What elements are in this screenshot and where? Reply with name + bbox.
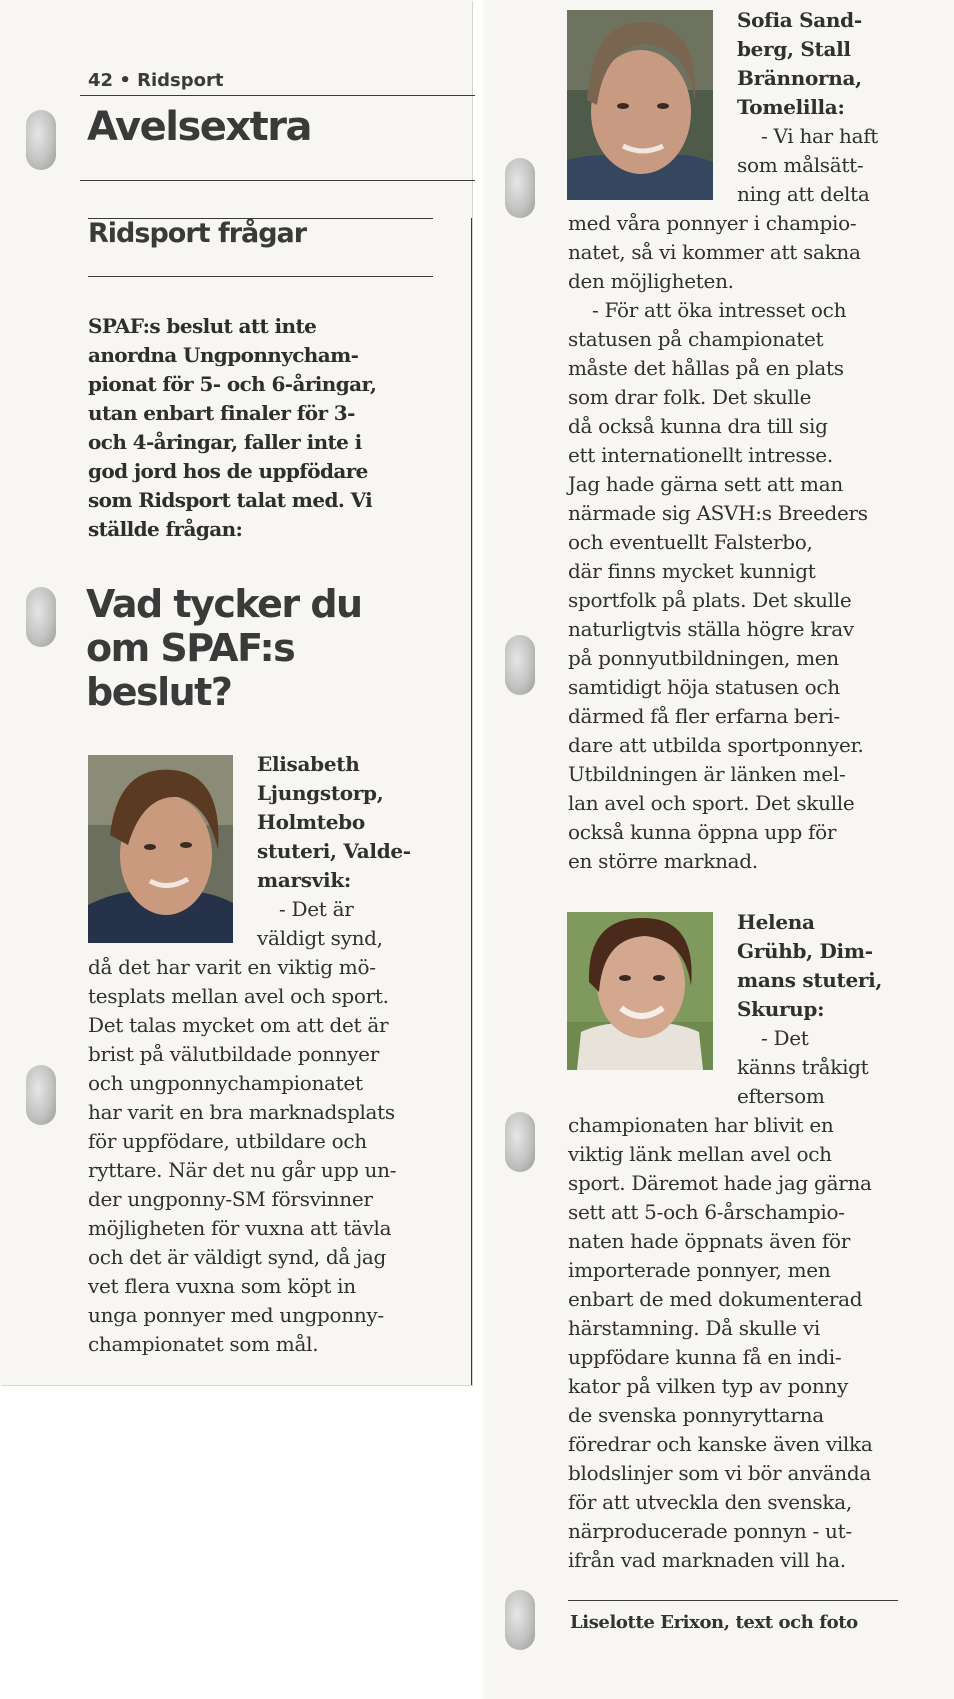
intro-line: ställde frågan: (88, 517, 243, 541)
body-line: Jag hade gärna sett att man (568, 472, 843, 496)
answer-body-sofia (568, 209, 868, 876)
section-rule (80, 180, 475, 181)
body-line: lan avel och sport. Det skulle (568, 791, 855, 815)
name-line: Elisabeth (257, 752, 360, 776)
intro-line: som Ridsport talat med. Vi (88, 488, 373, 512)
body-line: viktig länk mellan avel och (568, 1142, 832, 1166)
body-line: därmed få fler erfarna beri- (568, 704, 840, 728)
name-line: marsvik: (257, 868, 351, 892)
name-line: Ljungstorp, (257, 781, 384, 805)
answer-side-line: känns tråkigt (737, 1055, 869, 1079)
binder-hole-icon (26, 587, 56, 647)
body-line: Det talas mycket om att det är (88, 1013, 389, 1037)
answer-side-line: eftersom (737, 1084, 825, 1108)
body-line: Utbildningen är länken mel- (568, 762, 846, 786)
body-line: dare att utbilda sportponnyer. (568, 733, 864, 757)
byline: Liselotte Erixon, text och foto (570, 1612, 858, 1633)
body-line: har varit en bra marknadsplats (88, 1100, 395, 1124)
question-heading (86, 582, 426, 714)
body-line: tesplats mellan avel och sport. (88, 984, 389, 1008)
binder-hole-icon (505, 158, 535, 218)
body-line: möjligheten för vuxna att tävla (88, 1216, 392, 1240)
answer-body-helena (568, 1111, 872, 1575)
intro-line: och 4-åringar, faller inte i (88, 430, 362, 454)
portrait-photo-icon (88, 755, 233, 943)
body-line: natet, så vi kommer att sakna (568, 240, 861, 264)
body-line: och ungponnychampionatet (88, 1071, 363, 1095)
body-line: med våra ponnyer i champio- (568, 211, 857, 235)
name-line: Tomelilla: (737, 95, 845, 119)
body-line: en större marknad. (568, 849, 758, 873)
body-line: ett internationellt intresse. (568, 443, 833, 467)
portrait-photo-icon (567, 10, 713, 200)
body-line: ryttare. När det nu går upp un- (88, 1158, 397, 1182)
body-line: - För att öka intresset och (592, 298, 847, 322)
body-line: närmade sig ASVH:s Breeders (568, 501, 868, 525)
answer-body-elisabeth (88, 953, 396, 1359)
name-line: berg, Stall (737, 37, 851, 61)
body-line: samtidigt höja statusen och (568, 675, 840, 699)
answer-side-line: - Vi har haft (761, 124, 879, 148)
body-line: också kunna öppna upp för (568, 820, 837, 844)
answer-name-helena (737, 908, 882, 1111)
body-line: och eventuellt Falsterbo, (568, 530, 813, 554)
body-line: sport. Däremot hade jag gärna (568, 1171, 872, 1195)
name-line: Brännorna, (737, 66, 862, 90)
intro-line: god jord hos de uppfödare (88, 459, 368, 483)
answer-side-line: - Det (761, 1026, 809, 1050)
binder-hole-icon (26, 1065, 56, 1125)
answer-side-line: ning att delta (737, 182, 870, 206)
body-line: måste det hållas på en plats (568, 356, 844, 380)
question-line: beslut? (86, 670, 232, 714)
intro-paragraph (88, 312, 428, 544)
body-line: närproducerade ponnyn - ut- (568, 1519, 852, 1543)
body-line: då det har varit en viktig mö- (88, 955, 376, 979)
body-line: vet flera vuxna som köpt in (88, 1274, 356, 1298)
body-line: där finns mycket kunnigt (568, 559, 816, 583)
box-heading: Ridsport frågar (88, 218, 307, 249)
portrait-photo-elisabeth (88, 755, 233, 943)
name-line: Skurup: (737, 997, 825, 1021)
header-rule (80, 95, 475, 96)
binder-hole-icon (505, 1112, 535, 1172)
body-line: championaten har blivit en (568, 1113, 834, 1137)
name-line: Grühb, Dim- (737, 939, 873, 963)
answer-name-elisabeth (257, 750, 411, 953)
intro-line: pionat för 5- och 6-åringar, (88, 372, 377, 396)
body-line: championatet som mål. (88, 1332, 319, 1356)
box-heading-rule (88, 276, 433, 277)
body-line: enbart de med dokumenterad (568, 1287, 863, 1311)
portrait-photo-sofia (567, 10, 713, 200)
body-line: brist på välutbildade ponnyer (88, 1042, 379, 1066)
binder-hole-icon (26, 110, 56, 170)
body-line: blodslinjer som vi bör använda (568, 1461, 872, 1485)
question-line: Vad tycker du (86, 582, 362, 626)
body-line: importerade ponnyer, men (568, 1258, 831, 1282)
section-label: 42 • Ridsport (88, 70, 224, 91)
intro-line: SPAF:s beslut att inte (88, 314, 317, 338)
portrait-photo-icon (567, 912, 713, 1070)
binder-hole-icon (505, 635, 535, 695)
binder-hole-icon (505, 1590, 535, 1650)
body-line: unga ponnyer med ungponny- (88, 1303, 384, 1327)
body-line: naturligtvis ställa högre krav (568, 617, 854, 641)
body-line: statusen på championatet (568, 327, 824, 351)
body-line: sportfolk på plats. Det skulle (568, 588, 852, 612)
body-line: naten hade öppnats även för (568, 1229, 851, 1253)
answer-name-sofia (737, 6, 878, 209)
body-line: kator på vilken typ av ponny (568, 1374, 848, 1398)
name-line: Holmtebo (257, 810, 365, 834)
body-line: uppfödare kunna få en indi- (568, 1345, 842, 1369)
name-line: mans stuteri, (737, 968, 883, 992)
box-right-rule (471, 218, 472, 1385)
name-line: stuteri, Valde- (257, 839, 411, 863)
body-line: på ponnyutbildningen, men (568, 646, 839, 670)
intro-line: utan enbart finaler för 3- (88, 401, 355, 425)
body-line: ifrån vad marknaden vill ha. (568, 1548, 846, 1572)
question-line: om SPAF:s (86, 626, 295, 670)
body-line: de svenska ponnyryttarna (568, 1403, 824, 1427)
portrait-photo-helena (567, 912, 713, 1070)
byline-rule (568, 1600, 898, 1601)
section-title: Avelsextra (87, 104, 312, 150)
body-line: för uppfödare, utbildare och (88, 1129, 367, 1153)
intro-line: anordna Ungponnycham- (88, 343, 359, 367)
body-line: för att utveckla den svenska, (568, 1490, 852, 1514)
answer-side-line: väldigt synd, (257, 926, 383, 950)
body-line: som drar folk. Det skulle (568, 385, 812, 409)
body-line: då också kunna dra till sig (568, 414, 828, 438)
body-line: den möjligheten. (568, 269, 734, 293)
name-line: Helena (737, 910, 815, 934)
body-line: härstamning. Då skulle vi (568, 1316, 820, 1340)
body-line: sett att 5-och 6-årschampio- (568, 1200, 845, 1224)
body-line: föredrar och kanske även vilka (568, 1432, 873, 1456)
body-line: der ungponny-SM försvinner (88, 1187, 373, 1211)
body-line: och det är väldigt synd, då jag (88, 1245, 387, 1269)
name-line: Sofia Sand- (737, 8, 862, 32)
answer-side-line: - Det är (279, 897, 354, 921)
answer-side-line: som målsätt- (737, 153, 864, 177)
